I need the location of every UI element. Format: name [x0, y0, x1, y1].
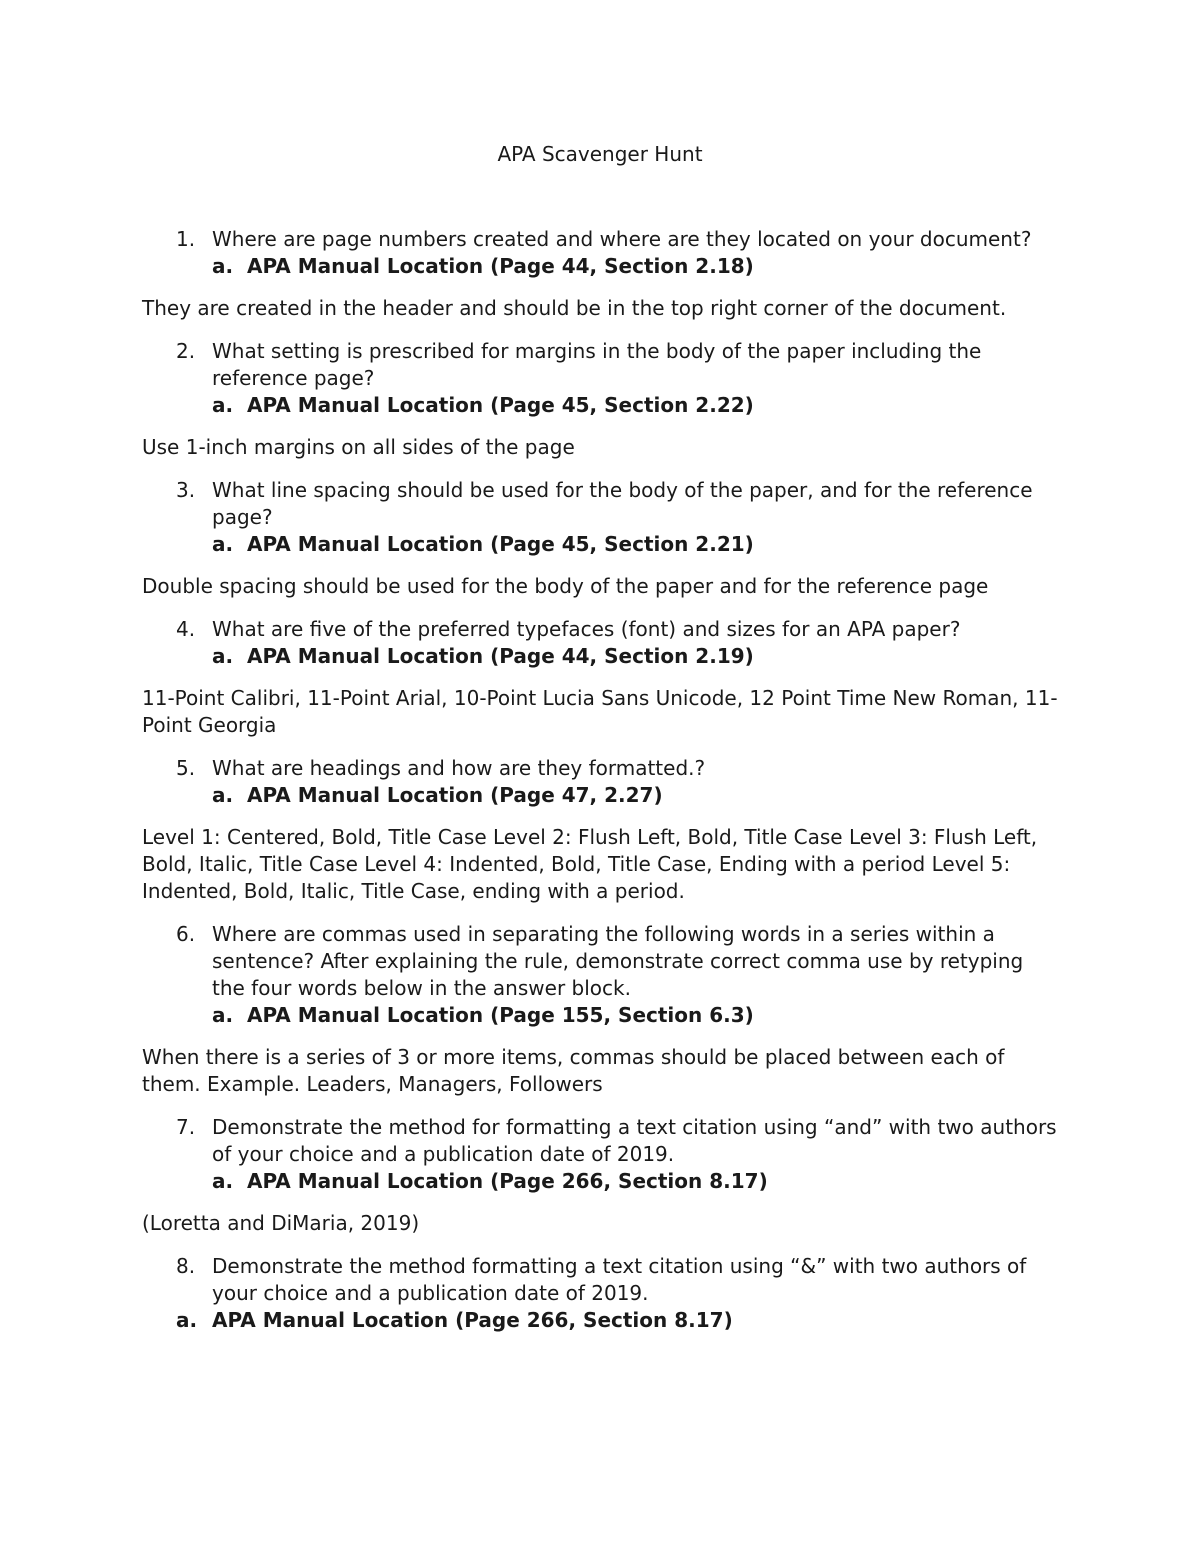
manual-location — [142, 643, 1062, 670]
question-number: 5. — [176, 756, 196, 780]
answer-text: 11-Point Calibri, 11-Point Arial, 10-Point Lucia Sans Unicode, 12 Point Time New Roman, 11-Point Georgia — [142, 686, 1058, 737]
manual-location — [142, 782, 1062, 809]
manual-location — [142, 531, 1062, 558]
question-number: 1. — [176, 227, 196, 251]
answer-text: Level 1: Centered, Bold, Title Case Level 2: Flush Left, Bold, Title Case Level 3: Flush Left, Bold, Italic, Title Case Level 4: Indented, Bold, Title Case, Ending with a period Level 5: Indented, Bold, Italic, Title Case, ending with a period. — [142, 825, 1038, 903]
manual-location — [142, 1307, 1062, 1334]
answer-text: When there is a series of 3 or more items, commas should be placed between each of them. Example. Leaders, Managers, Followers — [142, 1045, 1005, 1096]
answer-text: (Loretta and DiMaria, 2019) — [142, 1211, 420, 1235]
answer-text: Double spacing should be used for the body of the paper and for the reference page — [142, 574, 989, 598]
location-text: APA Manual Location (Page 47, 2.27) — [247, 783, 663, 807]
document-title: APA Scavenger Hunt — [497, 142, 703, 166]
question-text: What line spacing should be used for the body of the paper, and for the reference page? — [212, 478, 1033, 529]
question-number: 7. — [176, 1115, 196, 1139]
location-text: APA Manual Location (Page 44, Section 2.19) — [247, 644, 754, 668]
location-letter: a. — [212, 1169, 234, 1193]
question-item — [142, 477, 1062, 531]
question-number: 3. — [176, 478, 196, 502]
question-number: 8. — [176, 1254, 196, 1278]
location-text: APA Manual Location (Page 155, Section 6.3) — [247, 1003, 754, 1027]
location-letter: a. — [176, 1308, 198, 1332]
manual-location — [142, 253, 1062, 280]
question-text: What setting is prescribed for margins in the body of the paper including the reference page? — [212, 339, 982, 390]
answer-text: They are created in the header and should be in the top right corner of the document. — [142, 296, 1007, 320]
document-body — [142, 226, 1062, 1334]
location-text: APA Manual Location (Page 45, Section 2.21) — [247, 532, 754, 556]
question-item — [142, 1114, 1062, 1168]
location-letter: a. — [212, 1003, 234, 1027]
location-letter: a. — [212, 393, 234, 417]
question-item — [142, 921, 1062, 1002]
question-text: Where are page numbers created and where are they located on your document? — [212, 227, 1032, 251]
question-text: What are five of the preferred typefaces (font) and sizes for an APA paper? — [212, 617, 961, 641]
question-text: What are headings and how are they formatted.? — [212, 756, 706, 780]
location-letter: a. — [212, 254, 234, 278]
question-number: 2. — [176, 339, 196, 363]
location-letter: a. — [212, 644, 234, 668]
question-item — [142, 338, 1062, 392]
question-item — [142, 616, 1062, 643]
manual-location — [142, 392, 1062, 419]
question-text: Demonstrate the method for formatting a text citation using “and” with two authors of your choice and a publication date of 2019. — [212, 1115, 1057, 1166]
location-letter: a. — [212, 783, 234, 807]
question-text: Demonstrate the method formatting a text citation using “&” with two authors of your choice and a publication date of 2019. — [212, 1254, 1027, 1305]
manual-location — [142, 1002, 1062, 1029]
answer-text: Use 1-inch margins on all sides of the page — [142, 435, 575, 459]
question-item — [142, 1253, 1062, 1307]
location-text: APA Manual Location (Page 45, Section 2.22) — [247, 393, 754, 417]
location-text: APA Manual Location (Page 266, Section 8.17) — [247, 1169, 768, 1193]
question-item — [142, 226, 1062, 253]
question-number: 6. — [176, 922, 196, 946]
question-item — [142, 755, 1062, 782]
question-number: 4. — [176, 617, 196, 641]
manual-location — [142, 1168, 1062, 1195]
location-letter: a. — [212, 532, 234, 556]
question-text: Where are commas used in separating the following words in a series within a sentence? After explaining the rule, demonstrate correct comma use by retyping the four words below in the answer block. — [212, 922, 1024, 1000]
location-text: APA Manual Location (Page 44, Section 2.18) — [247, 254, 754, 278]
location-text: APA Manual Location (Page 266, Section 8.17) — [212, 1308, 733, 1332]
